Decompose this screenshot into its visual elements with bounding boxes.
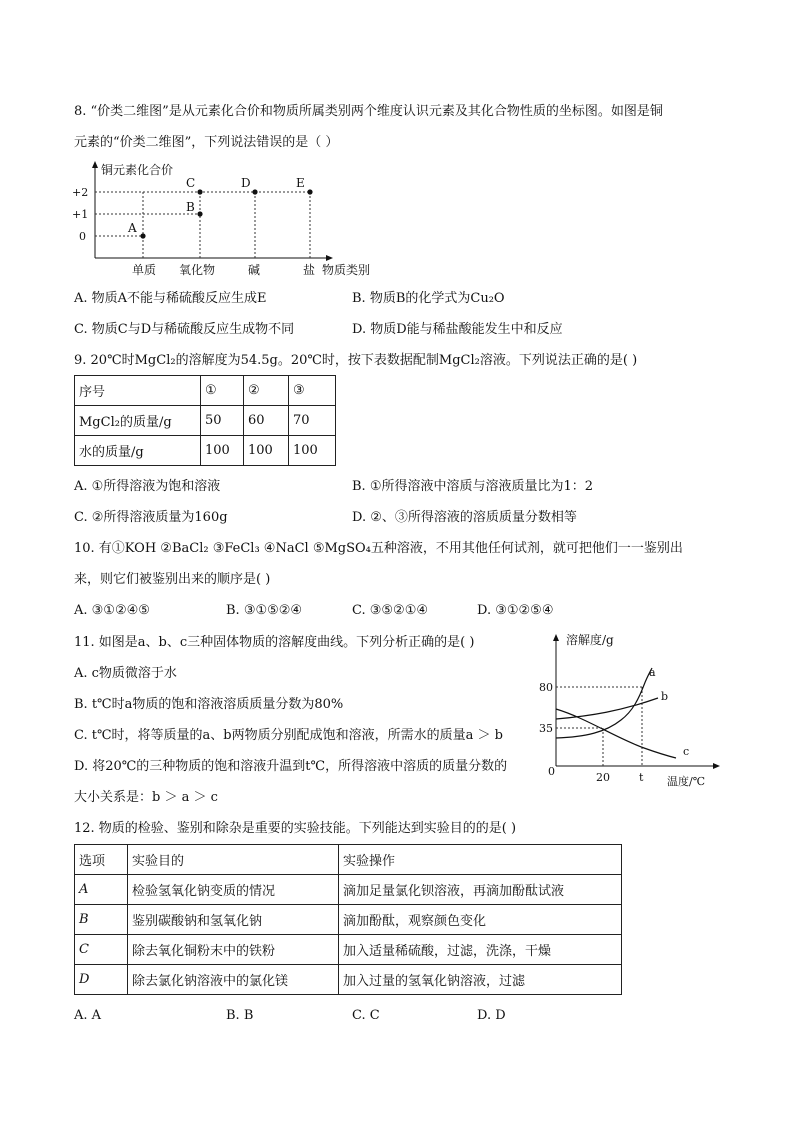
- q12-cell: 除去氯化钠溶液中的氯化镁: [128, 965, 339, 995]
- q12-header-operation: 实验操作: [339, 845, 622, 875]
- q11-curve-label-a: a: [649, 666, 656, 679]
- q8-x-tick-oxide: 氧化物: [179, 263, 216, 277]
- q12-cell: B: [75, 905, 128, 935]
- q11-option-a: A. c物质微溶于水: [74, 666, 177, 681]
- q9-option-c: C. ②所得溶液质量为160g: [74, 510, 228, 525]
- q11-x-tick-t: t: [639, 771, 644, 784]
- table-row: [75, 376, 336, 406]
- q12-cell: A: [75, 875, 128, 905]
- q9-cell: 60: [244, 406, 289, 436]
- q8-label-d: D: [241, 176, 251, 190]
- q12-cell: D: [75, 965, 128, 995]
- q9-header-3: ③: [289, 376, 336, 406]
- table-row: [75, 875, 622, 905]
- q8-x-tick-element: 单质: [132, 263, 157, 277]
- q8-label-a: A: [128, 221, 137, 235]
- q8-stem-line1: 8. “价类二维图”是从元素化合价和物质所属类别两个维度认识元素及其化合物性质的坐标图。如图是铜: [74, 104, 663, 119]
- q12-header-option: 选项: [75, 845, 128, 875]
- q8-stem-line2: 元素的“价类二维图”，下列说法错误的是（ ）: [74, 135, 339, 150]
- q9-option-b: B. ①所得溶液中溶质与溶液质量比为1：2: [352, 479, 594, 494]
- q11-y-tick-80: 80: [539, 681, 553, 694]
- q12-option-c: C. C: [352, 1008, 380, 1023]
- q8-point-c: [197, 189, 202, 194]
- q12-cell: 加入过量的氢氧化钠溶液，过滤: [339, 965, 622, 995]
- q11-y-tick-35: 35: [539, 722, 553, 735]
- q9-cell: 100: [201, 436, 244, 466]
- q8-option-c: C. 物质C与D与稀硫酸反应生成物不同: [74, 322, 295, 337]
- q11-curve-label-b: b: [661, 690, 669, 703]
- q11-option-d-line2: 大小关系是：b ＞ a ＞ c: [74, 790, 218, 805]
- q9-cell: 70: [289, 406, 336, 436]
- table-row: [75, 436, 336, 466]
- table-row: [75, 965, 622, 995]
- q9-header-index: 序号: [75, 376, 201, 406]
- q12-cell: 除去氧化铜粉末中的铁粉: [128, 935, 339, 965]
- q12-cell: C: [75, 935, 128, 965]
- table-row: [75, 905, 622, 935]
- q12-cell: 滴加足量氯化钡溶液，再滴加酚酞试液: [339, 875, 622, 905]
- q8-y-tick-0: 0: [79, 230, 86, 243]
- q8-label-c: C: [186, 176, 196, 190]
- q11-option-d-line1: D. 将20℃的三种物质的饱和溶液升温到t℃，所得溶液中溶质的质量分数的: [74, 759, 508, 774]
- q9-table: [74, 375, 336, 466]
- q8-option-d: D. 物质D能与稀盐酸能发生中和反应: [352, 322, 563, 337]
- q12-option-d: D. D: [477, 1008, 506, 1023]
- q9-header-2: ②: [244, 376, 289, 406]
- q12-stem: 12. 物质的检验、鉴别和除杂是重要的实验技能。下列能达到实验目的的是( ): [74, 821, 517, 836]
- q8-y-tick-plus2: +2: [72, 186, 89, 199]
- q9-option-d: D. ②、③所得溶液的溶质质量分数相等: [352, 510, 577, 525]
- q11-curve-label-c: c: [683, 745, 690, 758]
- q8-point-b: [197, 211, 202, 216]
- q8-x-tick-salt: 盐: [303, 263, 316, 277]
- q12-header-purpose: 实验目的: [128, 845, 339, 875]
- q8-y-title: 铜元素化合价: [101, 163, 174, 177]
- q11-x-tick-20: 20: [596, 771, 610, 784]
- q11-curve-b: [556, 698, 658, 719]
- q8-label-b: B: [186, 200, 195, 214]
- q9-cell: 50: [201, 406, 244, 436]
- q11-y-title: 溶解度/g: [566, 633, 614, 647]
- q11-stem: 11. 如图是a、b、c三种固体物质的溶解度曲线。下列分析正确的是( ): [74, 635, 475, 650]
- q8-option-a: A. 物质A不能与稀硫酸反应生成E: [74, 291, 267, 306]
- q12-cell: 鉴别碳酸钠和氢氧化钠: [128, 905, 339, 935]
- q8-point-d: [252, 189, 257, 194]
- q9-cell: 水的质量/g: [75, 436, 201, 466]
- q9-cell: MgCl₂的质量/g: [75, 406, 201, 436]
- table-row: [75, 935, 622, 965]
- q8-y-tick-plus1: +1: [72, 208, 89, 221]
- q11-option-c: C. t℃时，将等质量的a、b两物质分别配成饱和溶液，所需水的质量a ＞ b: [74, 728, 503, 743]
- table-row: [75, 406, 336, 436]
- table-row: [75, 845, 622, 875]
- q9-stem: 9. 20℃时MgCl₂的溶解度为54.5g。20℃时，按下表数据配制MgCl₂溶液。下列说法正确的是( ): [74, 353, 638, 368]
- q11-curve-c: [556, 709, 676, 758]
- q12-cell: 滴加酚酞，观察颜色变化: [339, 905, 622, 935]
- q11-option-b: B. t℃时a物质的饱和溶液溶质质量分数为80%: [74, 697, 344, 712]
- q11-curve-a: [556, 668, 652, 738]
- q10-option-a: A. ③①②④⑤: [74, 603, 150, 618]
- q11-origin: 0: [548, 765, 555, 778]
- q12-table: [74, 844, 622, 995]
- q9-cell: 100: [289, 436, 336, 466]
- q8-x-title: 物质类别: [322, 263, 371, 277]
- q10-stem-line2: 来，则它们被鉴别出来的顺序是( ): [74, 572, 271, 587]
- q12-cell: 检验氢氧化钠变质的情况: [128, 875, 339, 905]
- q12-option-a: A. A: [74, 1008, 102, 1023]
- q8-point-e: [307, 189, 312, 194]
- q8-x-tick-base: 碱: [248, 263, 261, 277]
- q10-option-b: B. ③①⑤②④: [226, 603, 303, 618]
- q8-label-e: E: [296, 176, 305, 190]
- q8-valence-chart: [70, 158, 400, 280]
- q12-cell: 加入适量稀硫酸，过滤，洗涤，干燥: [339, 935, 622, 965]
- q9-header-1: ①: [201, 376, 244, 406]
- q10-option-d: D. ③①②⑤④: [477, 603, 554, 618]
- q8-point-a: [140, 233, 145, 238]
- q10-option-c: C. ③⑤②①④: [352, 603, 429, 618]
- q8-option-b: B. 物质B的化学式为Cu₂O: [352, 291, 505, 306]
- q11-x-title: 温度/℃: [667, 775, 706, 788]
- q12-option-b: B. B: [226, 1008, 254, 1023]
- q10-stem-line1: 10. 有①KOH ②BaCl₂ ③FeCl₃ ④NaCl ⑤MgSO₄五种溶液，不用其他任何试剂，就可把他们一一鉴别出: [74, 541, 683, 556]
- q9-option-a: A. ①所得溶液为饱和溶液: [74, 479, 221, 494]
- q11-solubility-chart: [536, 628, 726, 793]
- q9-cell: 100: [244, 436, 289, 466]
